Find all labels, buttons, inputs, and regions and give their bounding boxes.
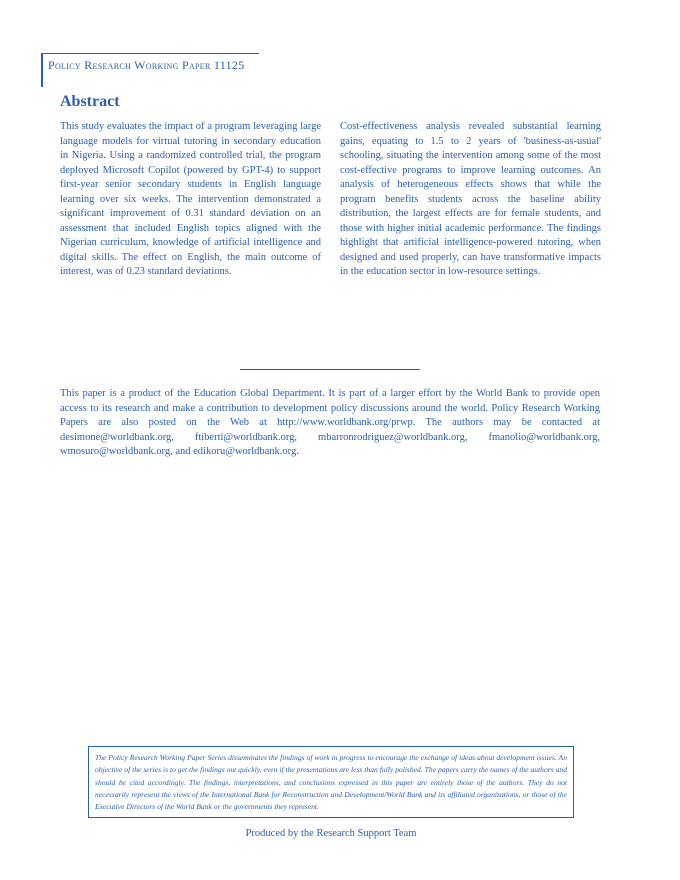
section-divider <box>240 369 420 370</box>
abstract-left-column: This study evaluates the impact of a program leveraging large language models for virtual tutoring in secondary education in Nigeria. Using a randomized controlled trial, the program deployed Microsoft Copilot (powered by GPT-4) to support first-year senior secondary students in English language learning over six weeks. The intervention demonstrated a significant improvement of 0.31 standard deviation on an assessment that included English topics aligned with the Nigerian curriculum, knowledge of artificial intelligence and digital skills. The effect on English, the main outcome of interest, was of 0.23 standard deviations. <box>60 121 321 277</box>
series-header <box>41 53 259 87</box>
produced-by-footer: Produced by the Research Support Team <box>245 828 417 839</box>
disclaimer-text: The Policy Research Working Paper Series disseminates the findings of work in progress to encourage the exchange of ideas about development issues. An objective of the series is to get the findings out quickly, even if the presentations are less than fully polished. The papers carry the names of the authors and should be cited accordingly. The findings, interpretations, and conclusions expressed in this paper are entirely those of the authors. They do not necessarily represent the views of the International Bank for Reconstruction and Development/World Bank and its affiliated organizations, or those of the Executive Directors of the World Bank or the governments they represent. <box>95 753 567 812</box>
abstract-heading: Abstract <box>60 93 120 110</box>
disclaimer-box <box>88 746 574 818</box>
abstract-right-column: Cost-effectiveness analysis revealed substantial learning gains, equating to 1.5 to 2 years of 'business-as-usual' schooling, situating the intervention among some of the most cost-effective programs to improve learning outcomes. An analysis of heterogeneous effects shows that while the program benefits students across the baseline ability distribution, the largest effects are for female students, and those with higher initial academic performance. The findings highlight that artificial intelligence-powered tutoring, when designed and used properly, can have transformative impacts in the education sector in low-resource settings. <box>340 121 601 277</box>
series-title: Policy Research Working Paper 11125 <box>48 58 245 72</box>
product-note: This paper is a product of the Education Global Department. It is part of a larger effort by the World Bank to provide open access to its research and make a contribution to development policy discussions around the world. Policy Research Working Papers are also posted on the Web at http://www.worldbank.org/prwp. The authors may be contacted at desimone@worldbank.org, ftiberti@worldbank.org, mbarronrodriguez@worldbank.org, fmanolio@worldbank.org, wmosuro@worldbank.org, and edikoru@worldbank.org. <box>60 388 600 457</box>
